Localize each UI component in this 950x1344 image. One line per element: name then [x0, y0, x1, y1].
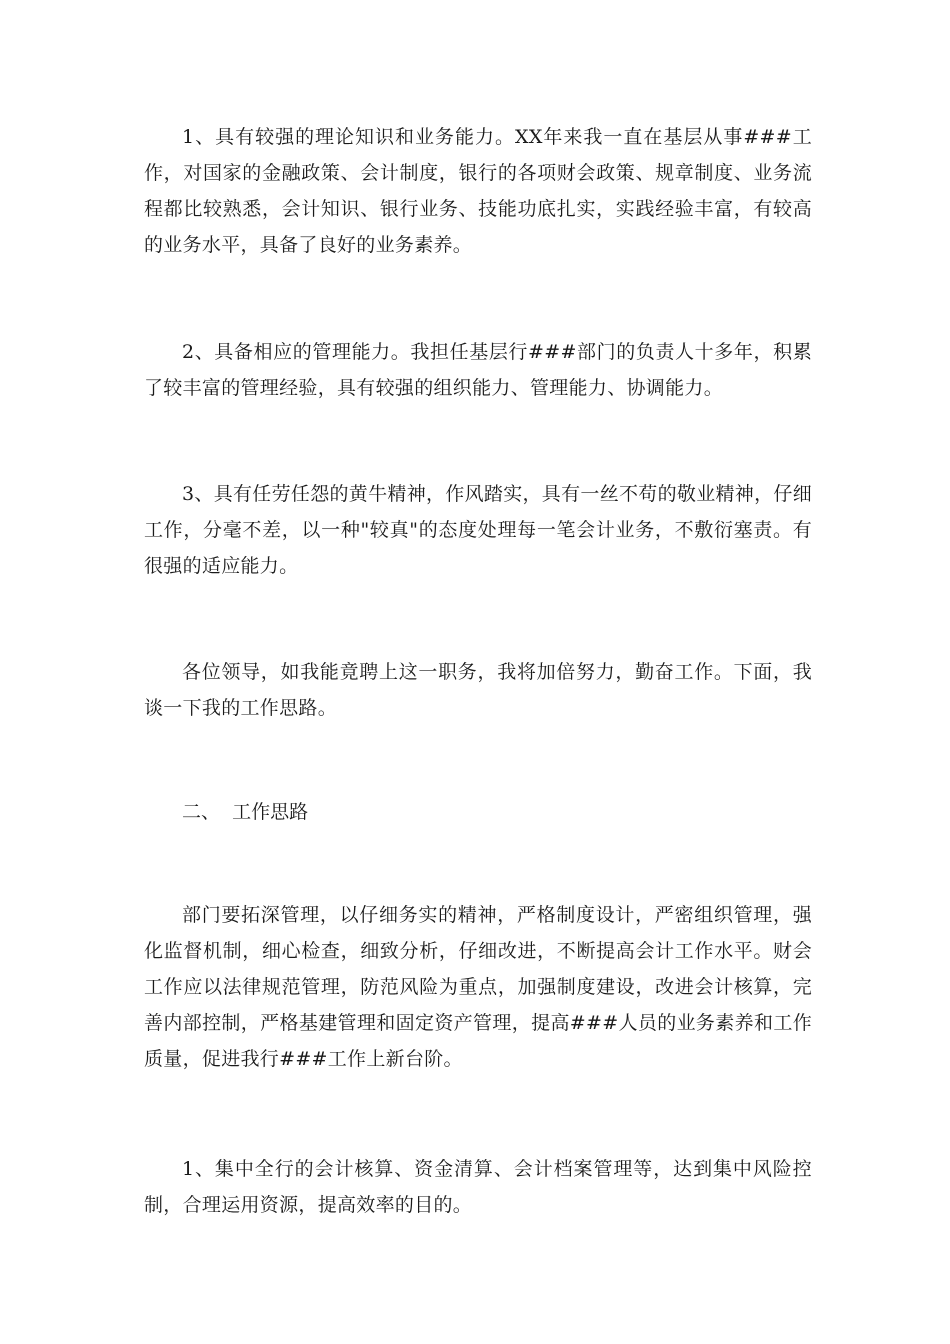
paragraph-ability-3: 3、具有任劳任怨的黄牛精神，作风踏实，具有一丝不苟的敬业精神，仔细工作，分毫不差，以一种"较真"的态度处理每一笔会计业务，不敷衍塞责。有很强的适应能力。: [144, 483, 812, 577]
paragraph-transition: 各位领导，如我能竟聘上这一职务，我将加倍努力，勤奋工作。下面，我谈一下我的工作思路。: [144, 661, 812, 719]
paragraph-work-plan: 部门要拓深管理，以仔细务实的精神，严格制度设计，严密组织管理，强化监督机制，细心检查，细致分析，仔细改进，不断提高会计工作水平。财会工作应以法律规范管理，防范风险为重点，加强制度建设，改进会计核算，完善内部控制，严格基建管理和固定资产管理，提高###人员的业务素养和工作质量，促进我行###工作上新台阶。: [144, 904, 812, 1070]
paragraph-ability-1: 1、具有较强的理论知识和业务能力。XX年来我一直在基层从事###工作，对国家的金融政策、会计制度，银行的各项财会政策、规章制度、业务流程都比较熟悉，会计知识、银行业务、技能功底扎实，实践经验丰富，有较高的业务水平，具备了良好的业务素养。: [144, 126, 812, 256]
paragraph-ability-2: 2、具备相应的管理能力。我担任基层行###部门的负责人十多年，积累了较丰富的管理经验，具有较强的组织能力、管理能力、协调能力。: [144, 341, 812, 399]
section-heading: 二、 工作思路: [182, 801, 309, 823]
paragraph-plan-item-1: 1、集中全行的会计核算、资金清算、会计档案管理等，达到集中风险控制，合理运用资源，提高效率的目的。: [144, 1158, 812, 1216]
